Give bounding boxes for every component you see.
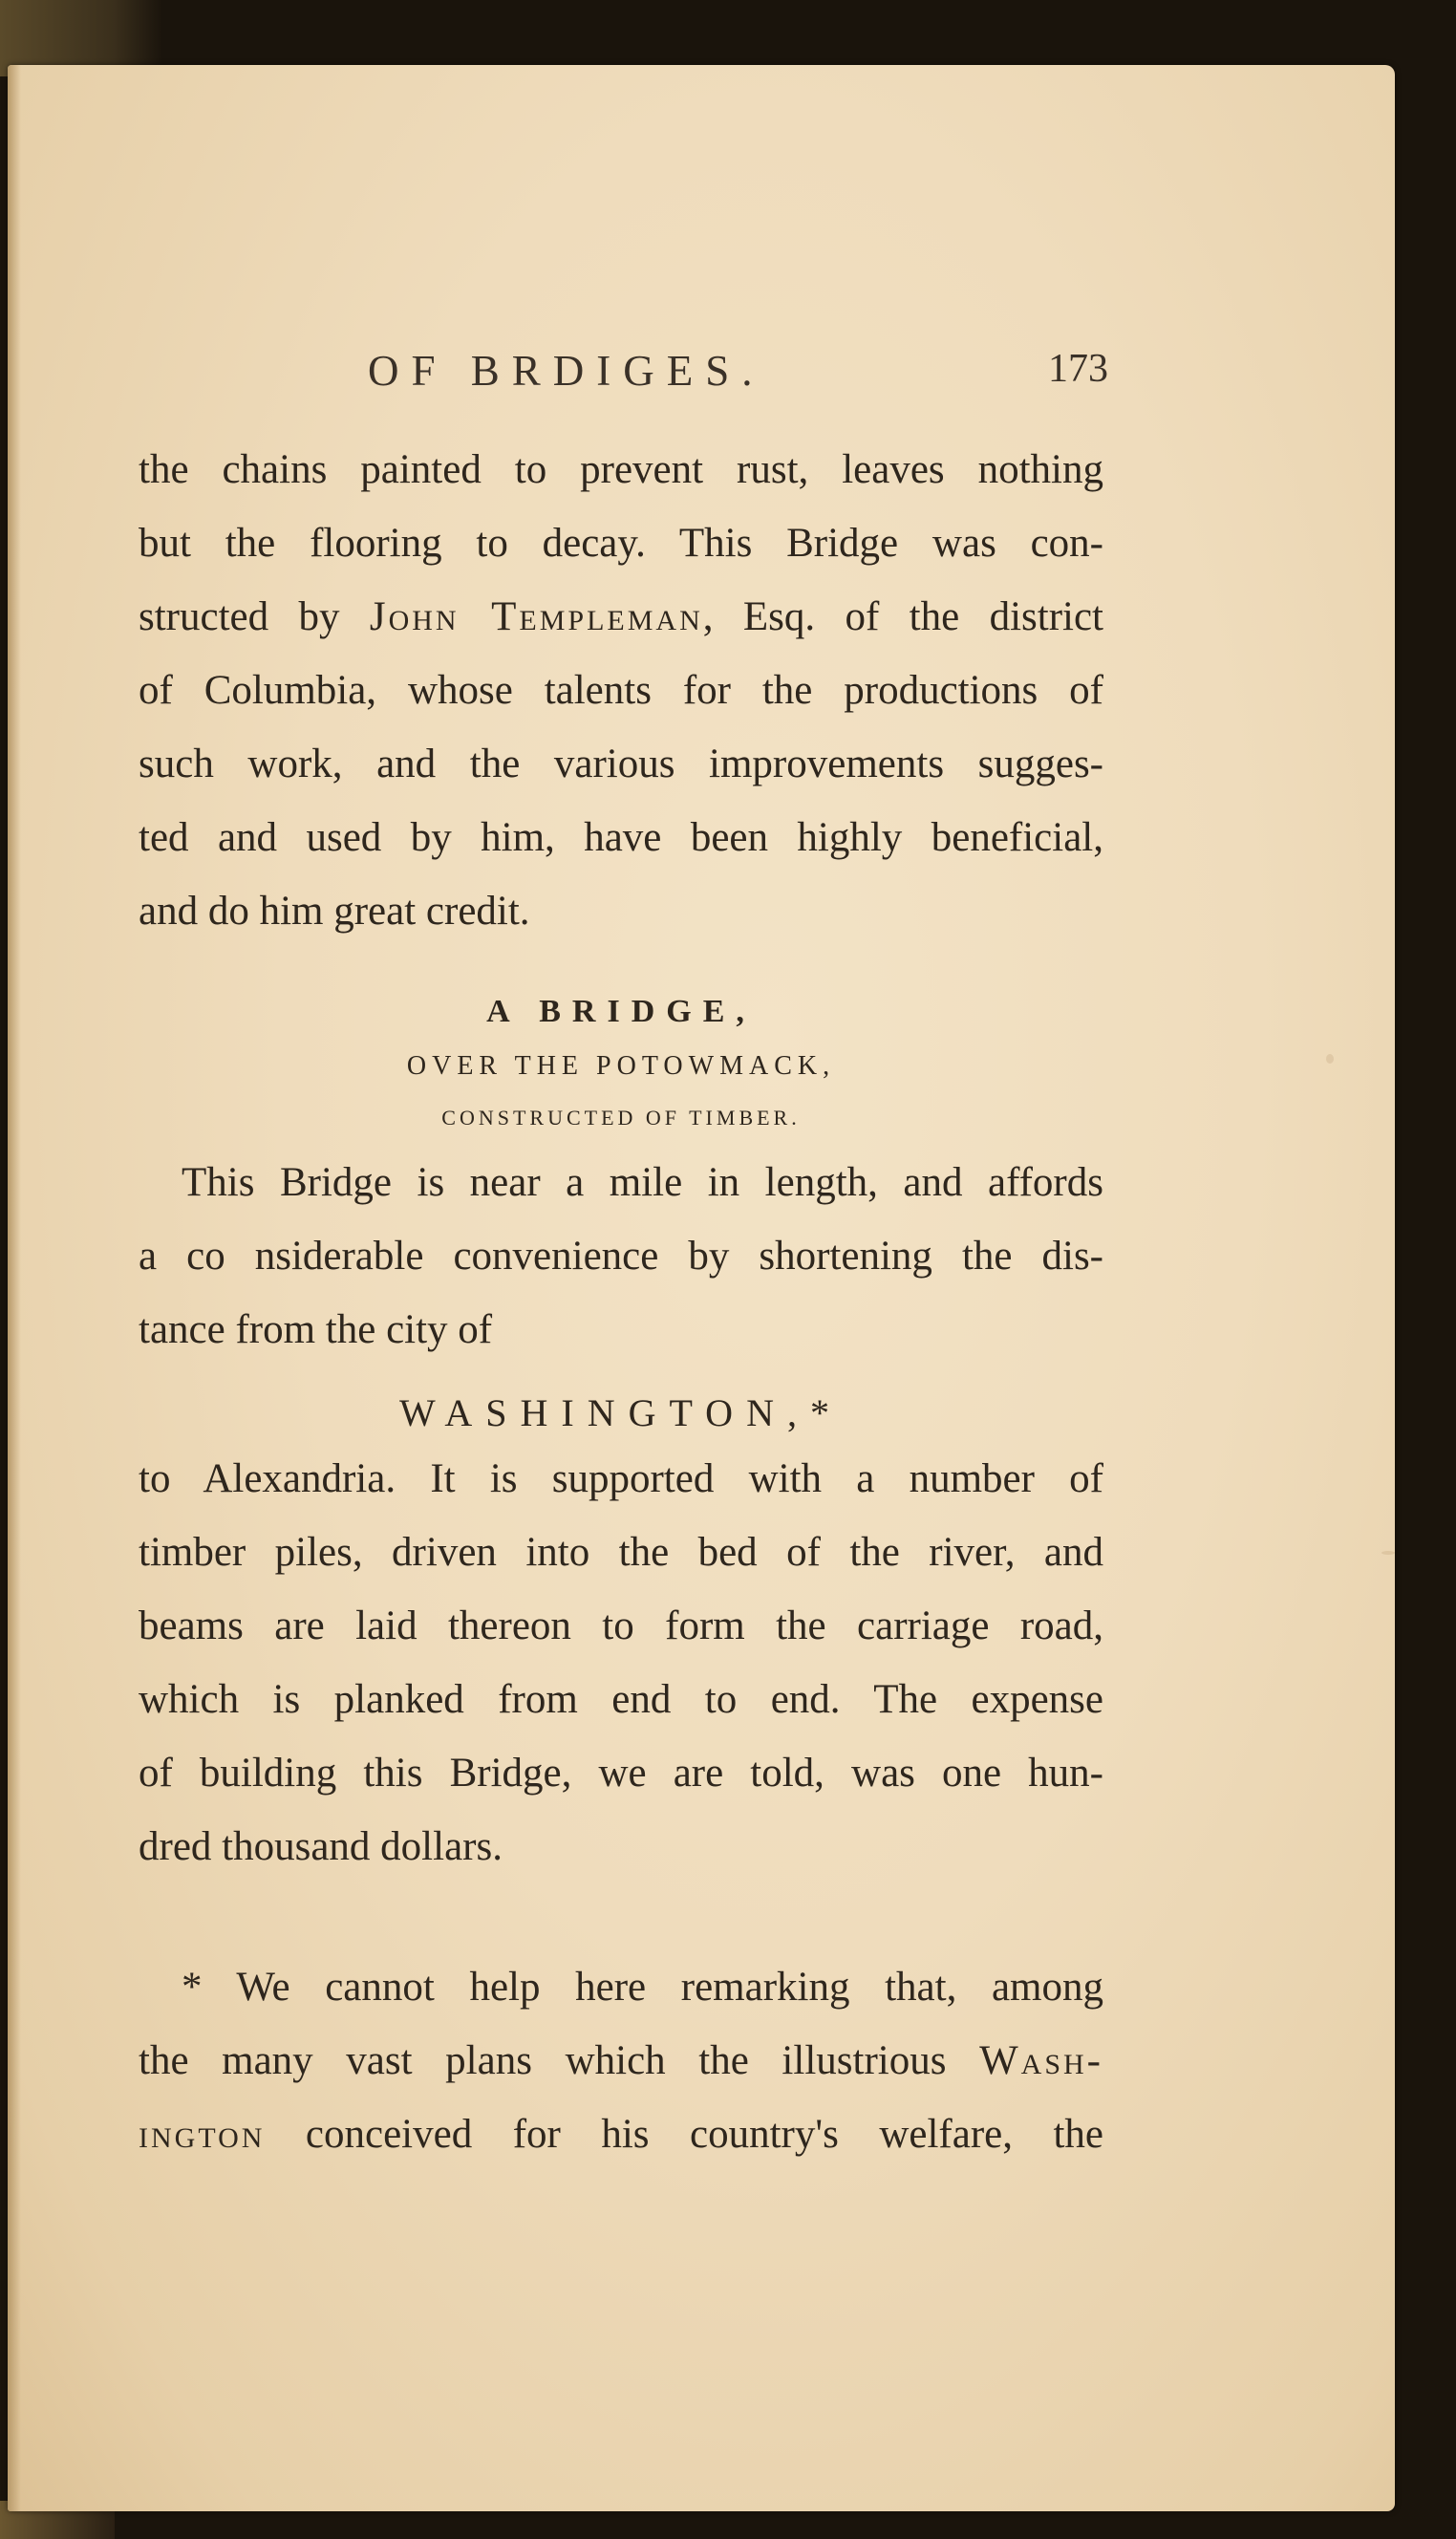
footnote-line: * We cannot help here remarking that, among [182,1965,1103,2010]
washington-heading: WASHINGTON,* [399,1391,843,1434]
text-line: This Bridge is near a mile in length, and affords [182,1160,1103,1205]
page-gutter-shadow [8,65,21,2511]
text-line: but the flooring to decay. This Bridge was con- [139,521,1103,566]
text-line: ted and used by him, have been highly beneficial, [139,815,1103,860]
text-line: of building this Bridge, we are told, was one hun- [139,1751,1103,1796]
footnote-line: the many vast plans which the illustrious Wash- [139,2038,1103,2083]
text-line: timber piles, driven into the bed of the river, and [139,1530,1103,1575]
text-line: tance from the city of [139,1307,493,1352]
section-heading: A BRIDGE, [486,994,756,1029]
text-line: which is planked from end to end. The expense [139,1677,1103,1722]
paper-speck [1381,1551,1395,1555]
text-line: beams are laid thereon to form the carriage road, [139,1603,1103,1648]
footnote-line: ington conceived for his country's welfare, the [139,2112,1103,2157]
running-header [368,346,1108,403]
text-line: to Alexandria. It is supported with a number of [139,1456,1103,1501]
name-washington-part1: Wash- [979,2038,1103,2083]
text-line: the chains painted to prevent rust, leaves nothing [139,447,1103,492]
name-john-templeman: John Templeman [369,594,703,639]
text-line: and do him great credit. [139,889,530,934]
name-washington-part2: ington [139,2112,266,2157]
section-subheading-small: CONSTRUCTED OF TIMBER. [441,1106,801,1130]
text-line: structed by John Templeman, Esq. of the district [139,594,1103,639]
page-number: 173 [1048,347,1108,391]
text-line: of Columbia, whose talents for the productions of [139,668,1103,713]
text-line: such work, and the various improvements sugges- [139,742,1103,786]
text-line: a co nsiderable convenience by shortening the dis- [139,1234,1103,1279]
running-title: OF BRDIGES. [368,347,765,395]
text-line: dred thousand dollars. [139,1824,503,1869]
section-subheading: OVER THE POTOWMACK, [406,1051,836,1081]
paper-speck [1326,1054,1334,1064]
